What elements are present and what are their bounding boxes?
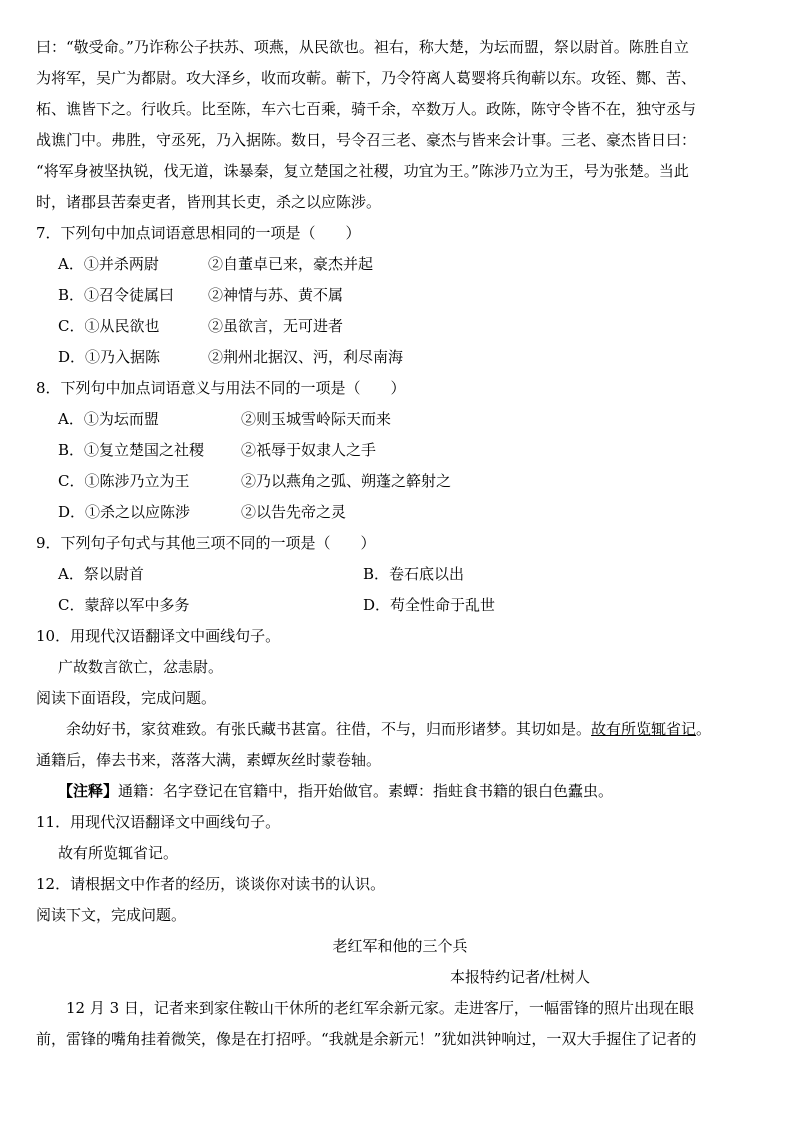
passage-line: 为将军，吴广为都尉。攻大泽乡，收而攻蕲。蕲下，乃令符离人葛婴将兵徇蕲以东。攻铚、酂、苦、 [36,69,697,87]
annotation-text: 通籍：名字登记在官籍中，指开始做官。素蟫：指蛀食书籍的银白色蠹虫。 [118,782,614,800]
translate-sentence: 广故数言欲亡，忿恚尉。 [58,658,224,676]
question-stem: 12．请根据文中作者的经历，谈谈你对读书的认识。 [36,875,386,893]
question-stem: 8．下列句中加点词语意义与用法不同的一项是（ ） [36,379,406,397]
option-first: A．①为坛而盟 [58,410,159,428]
option-c [36,466,764,497]
reading-passage-3 [36,900,764,1055]
option-second: ②虽欲言，无可进者 [208,317,344,335]
article-line: 前，雷锋的嘴角挂着微笑，像是在打招呼。“我就是余新元！”犹如洪钟响过，一双大手握住了记者的 [36,1030,697,1048]
question-7 [36,218,764,373]
options-row [36,590,764,621]
passage-line: 时，诸郡县苦秦吏者，皆刑其长吏，杀之以应陈涉。 [36,193,382,211]
option-d [36,342,764,373]
passage-line: 通籍后，俸去书来，落落大满，素蟫灰丝时蒙卷轴。 [36,751,382,769]
option-d: D．苟全性命于乱世 [363,596,496,614]
option-first: B．①召令徒属曰 [58,286,175,304]
passage-text: 余幼好书，家贫难致。有张氏藏书甚富。往借，不与，归而形诸梦。其切如是。 [66,720,592,738]
underlined-sentence: 故有所览辄省记 [591,720,697,738]
question-11 [36,807,764,869]
option-first: A．①并杀两尉 [58,255,159,273]
option-a [36,249,764,280]
question-10 [36,621,764,683]
passage-line: 战谯门中。弗胜，守丞死，乃入据陈。数日，号令召三老、豪杰与皆来会计事。三老、豪杰皆日曰： [36,131,697,149]
article-byline: 本报特约记者/杜树人 [450,968,591,986]
option-a: A．祭以尉首 [58,565,144,583]
option-a [36,404,764,435]
option-c [36,311,764,342]
options-row [36,559,764,590]
option-second: ②祇辱于奴隶人之手 [241,441,377,459]
annotation-label: 【注释】 [58,782,119,800]
option-first: B．①复立楚国之社稷 [58,441,205,459]
option-b [36,435,764,466]
section-intro: 阅读下面语段，完成问题。 [36,689,217,707]
option-first: C．①陈涉乃立为王 [58,472,190,490]
passage-line: 柘、谯皆下之。行收兵。比至陈，车六七百乘，骑千余，卒数万人。政陈，陈守令皆不在，独守丞与 [36,100,697,118]
question-stem: 7．下列句中加点词语意思相同的一项是（ ） [36,224,361,242]
article-title: 老红军和他的三个兵 [332,937,468,955]
translate-sentence: 故有所览辄省记。 [58,844,179,862]
passage-text: 。 [696,720,712,738]
question-8 [36,373,764,528]
passage-1 [36,32,764,218]
question-stem: 10．用现代汉语翻译文中画线句子。 [36,627,281,645]
option-b [36,280,764,311]
option-d [36,497,764,528]
option-first: C．①从民欲也 [58,317,160,335]
article-line: 12 月 3 日，记者来到家住鞍山干休所的老红军余新元家。走进客厅，一幅雷锋的照片出现在眼 [66,999,694,1017]
option-second: ②乃以燕角之弧、朔蓬之簳射之 [241,472,452,490]
option-second: ②则玉城雪岭际天而来 [241,410,392,428]
question-9 [36,528,764,621]
option-first: D．①乃入据陈 [58,348,161,366]
option-second: ②以告先帝之灵 [241,503,347,521]
document-page [36,32,764,1055]
passage-line: 曰：“敬受命。”乃诈称公子扶苏、项燕，从民欲也。袒右，称大楚，为坛而盟，祭以尉首。陈胜自立 [36,38,689,56]
option-b: B．卷石底以出 [363,565,465,583]
option-c: C．蒙辞以军中多务 [58,596,190,614]
passage-line: “将军身被坚执锐，伐无道，诛暴秦，复立楚国之社稷，功宜为王。”陈涉乃立为王，号为张楚。当此 [36,162,689,180]
option-first: D．①杀之以应陈涉 [58,503,191,521]
option-second: ②神情与苏、黄不属 [208,286,344,304]
option-second: ②荆州北据汉、沔，利尽南海 [208,348,404,366]
question-12 [36,869,764,900]
question-stem: 9．下列句子句式与其他三项不同的一项是（ ） [36,534,376,552]
annotation [36,776,764,807]
reading-passage-2 [36,683,764,807]
passage-line [36,714,764,745]
question-stem: 11．用现代汉语翻译文中画线句子。 [36,813,281,831]
section-intro: 阅读下文，完成问题。 [36,906,187,924]
option-second: ②自董卓已来，豪杰并起 [208,255,374,273]
